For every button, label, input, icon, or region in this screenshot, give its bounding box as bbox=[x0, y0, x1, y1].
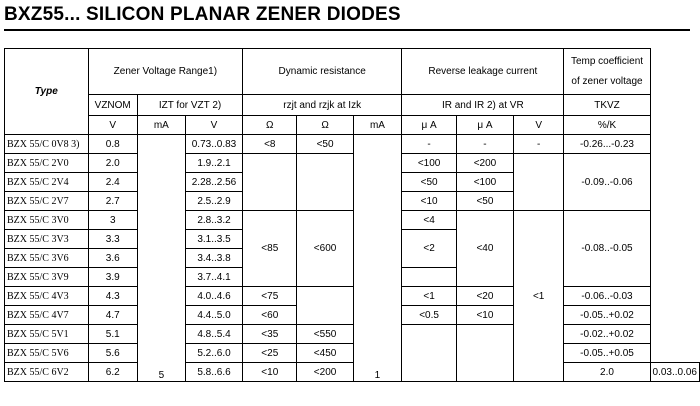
header-leakage: Reverse leakage current bbox=[402, 49, 564, 95]
header-vznom: VZNOM bbox=[88, 95, 137, 116]
cell-vzt: 1.9..2.1 bbox=[185, 154, 242, 173]
cell-rzjk: <200 bbox=[297, 363, 353, 382]
cell-vznom: 3.3 bbox=[88, 230, 137, 249]
header-tkvz: TKVZ bbox=[564, 95, 650, 116]
header-izt: IZT for VZT 2) bbox=[137, 95, 242, 116]
cell-ir2-merged: <40 bbox=[457, 211, 514, 287]
cell-vzt: 0.73..0.83 bbox=[185, 135, 242, 154]
cell-rzjt-empty bbox=[243, 154, 297, 211]
cell-ir2: <200 bbox=[457, 154, 514, 173]
row-type: BZX 55/C 4V7 bbox=[5, 306, 89, 325]
cell-ir2: <50 bbox=[457, 192, 514, 211]
cell-vzt: 4.0..4.6 bbox=[185, 287, 242, 306]
row-type: BZX 55/C 3V3 bbox=[5, 230, 89, 249]
cell-vznom: 3.6 bbox=[88, 249, 137, 268]
cell-rzjk: <50 bbox=[297, 135, 353, 154]
cell-vzt: 2.5..2.9 bbox=[185, 192, 242, 211]
cell-izk: 1 bbox=[353, 135, 401, 382]
cell-ir1: - bbox=[402, 135, 457, 154]
cell-vzt: 4.4..5.0 bbox=[185, 306, 242, 325]
cell-vzt: 3.1..3.5 bbox=[185, 230, 242, 249]
cell-vznom: 5.6 bbox=[88, 344, 137, 363]
row-type: BZX 55/C 3V6 bbox=[5, 249, 89, 268]
row-type: BZX 55/C 2V0 bbox=[5, 154, 89, 173]
header-type: Type bbox=[5, 49, 89, 135]
row-type: BZX 55/C 6V2 bbox=[5, 363, 89, 382]
cell-vr-empty bbox=[513, 154, 564, 211]
cell-vr-merged: <1 bbox=[513, 211, 564, 382]
cell-vznom: 2.0 bbox=[88, 154, 137, 173]
cell-tk: -0.06..-0.03 bbox=[564, 287, 650, 306]
cell-ir1: <4 bbox=[402, 211, 457, 230]
cell-rzjt: <60 bbox=[243, 306, 297, 325]
cell-ir2-empty bbox=[457, 325, 514, 382]
cell-rzjt: <8 bbox=[243, 135, 297, 154]
cell-rzjt-merged: <85 bbox=[243, 211, 297, 287]
cell-vznom: 2.4 bbox=[88, 173, 137, 192]
unit: V bbox=[88, 116, 137, 135]
cell-ir1-merged: <2 bbox=[402, 230, 457, 268]
cell-vznom: 3.9 bbox=[88, 268, 137, 287]
cell-tk-merged: -0.08..-0.05 bbox=[564, 211, 650, 287]
cell-tk: -0.26...-0.23 bbox=[564, 135, 650, 154]
cell-ir2: - bbox=[457, 135, 514, 154]
cell-tk: -0.05..+0.05 bbox=[564, 344, 650, 363]
cell-tk: 0.03..0.06 bbox=[650, 363, 699, 382]
cell-rzjk: <450 bbox=[297, 344, 353, 363]
header-dynamic: Dynamic resistance bbox=[243, 49, 402, 95]
cell-vr: 2.0 bbox=[564, 363, 650, 382]
cell-ir1: <50 bbox=[402, 173, 457, 192]
cell-vzt: 4.8..5.4 bbox=[185, 325, 242, 344]
title-underline bbox=[4, 29, 690, 31]
cell-vzt: 2.28..2.56 bbox=[185, 173, 242, 192]
row-type: BZX 55/C 4V3 bbox=[5, 287, 89, 306]
header-zener-range: Zener Voltage Range1) bbox=[88, 49, 243, 95]
cell-tk: -0.02..+0.02 bbox=[564, 325, 650, 344]
row-type: BZX 55/C 3V0 bbox=[5, 211, 89, 230]
unit: μ A bbox=[457, 116, 514, 135]
unit: Ω bbox=[243, 116, 297, 135]
cell-ir1-empty bbox=[402, 325, 457, 382]
cell-vznom: 0.8 bbox=[88, 135, 137, 154]
cell-vznom: 2.7 bbox=[88, 192, 137, 211]
cell-vzt: 3.7..4.1 bbox=[185, 268, 242, 287]
unit: V bbox=[185, 116, 242, 135]
unit: mA bbox=[137, 116, 185, 135]
cell-tk: -0.05..+0.02 bbox=[564, 306, 650, 325]
unit: Ω bbox=[297, 116, 353, 135]
cell-ir2: <20 bbox=[457, 287, 514, 306]
cell-vzt: 5.8..6.6 bbox=[185, 363, 242, 382]
cell-rzjt: <35 bbox=[243, 325, 297, 344]
row-type: BZX 55/C 5V1 bbox=[5, 325, 89, 344]
cell-vzt: 5.2..6.0 bbox=[185, 344, 242, 363]
row-type: BZX 55/C 2V4 bbox=[5, 173, 89, 192]
cell-ir1: <1 bbox=[402, 287, 457, 306]
unit: μ A bbox=[402, 116, 457, 135]
row-type: BZX 55/C 5V6 bbox=[5, 344, 89, 363]
cell-vznom: 6.2 bbox=[88, 363, 137, 382]
cell-ir1-empty bbox=[402, 268, 457, 287]
cell-ir2: <100 bbox=[457, 173, 514, 192]
cell-rzjt: <10 bbox=[243, 363, 297, 382]
cell-vr: - bbox=[513, 135, 564, 154]
cell-vznom: 4.3 bbox=[88, 287, 137, 306]
cell-rzjt: <25 bbox=[243, 344, 297, 363]
row-type: BZX 55/C 0V8 3) bbox=[5, 135, 89, 154]
header-tempcoef: Temp coefficient of zener voltage bbox=[564, 49, 650, 95]
cell-rzjt: <75 bbox=[243, 287, 297, 306]
cell-vznom: 3 bbox=[88, 211, 137, 230]
cell-ir1: <0.5 bbox=[402, 306, 457, 325]
row-type: BZX 55/C 2V7 bbox=[5, 192, 89, 211]
cell-ir1: <10 bbox=[402, 192, 457, 211]
cell-ir2: <10 bbox=[457, 306, 514, 325]
cell-izt: 5 bbox=[137, 135, 185, 382]
cell-vzt: 3.4..3.8 bbox=[185, 249, 242, 268]
header-ir: IR and IR 2) at VR bbox=[402, 95, 564, 116]
unit: mA bbox=[353, 116, 401, 135]
unit: %/K bbox=[564, 116, 650, 135]
cell-vznom: 5.1 bbox=[88, 325, 137, 344]
cell-rzjk-empty bbox=[297, 287, 353, 325]
cell-vzt: 2.8..3.2 bbox=[185, 211, 242, 230]
zener-diode-table bbox=[4, 48, 700, 382]
cell-rzjk: <550 bbox=[297, 325, 353, 344]
cell-vznom: 4.7 bbox=[88, 306, 137, 325]
page-title: BXZ55... SILICON PLANAR ZENER DIODES bbox=[4, 4, 401, 25]
cell-ir1: <100 bbox=[402, 154, 457, 173]
cell-rzjk-empty bbox=[297, 154, 353, 211]
row-type: BZX 55/C 3V9 bbox=[5, 268, 89, 287]
cell-rzjk-merged: <600 bbox=[297, 211, 353, 287]
unit: V bbox=[513, 116, 564, 135]
header-rz: rzjt and rzjk at Izk bbox=[243, 95, 402, 116]
cell-tk-merged: -0.09..-0.06 bbox=[564, 154, 650, 211]
